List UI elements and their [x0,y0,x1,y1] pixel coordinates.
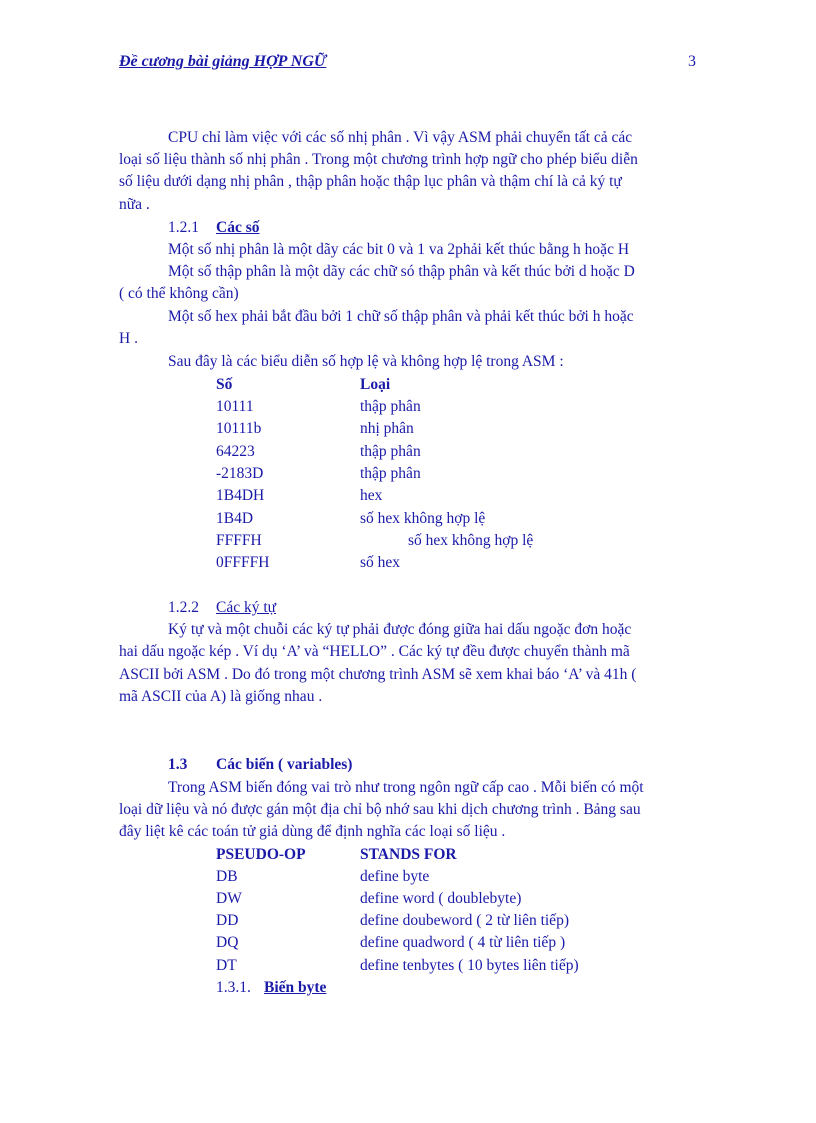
pseudo-op-row-desc: define quadword ( 4 từ liên tiếp ) [360,934,566,951]
pseudo-op-row-desc: define byte [360,868,430,885]
pseudo-op-row-op: DD [216,912,239,929]
number-table-header-num: Số [216,376,233,393]
intro-line-4: nữa . [119,196,150,213]
number-table-row-num: 0FFFFH [216,554,270,571]
section-121-line-3: ( có thể không cần) [119,285,239,302]
number-table-row-num: FFFFH [216,532,262,549]
pseudo-op-row-desc: define doubeword ( 2 từ liên tiếp) [360,912,569,929]
number-table-row-type: thập phân [360,398,421,415]
number-table-row-type: số hex không hợp lệ [408,532,534,549]
pseudo-op-row-op: DW [216,890,242,907]
section-131-number: 1.3.1. [216,979,251,996]
number-table-row-type: số hex không hợp lệ [360,510,486,527]
number-table-row-num: 1B4D [216,510,254,527]
section-122-line-2: hai dấu ngoặc kép . Ví dụ ‘A’ và “HELLO” . Các ký tự đều được chuyển thành mã [119,643,630,660]
number-table-row-num: 1B4DH [216,487,265,504]
section-121-line-4: Một số hex phải bắt đầu bởi 1 chữ số thập phân và phải kết thúc bởi h hoặc [168,308,634,325]
section-121-line-1: Một số nhị phân là một dãy các bit 0 và 1 va 2phải kết thúc bằng h hoặc H [168,241,630,258]
section-122-line-1: Ký tự và một chuỗi các ký tự phải được đóng giữa hai dấu ngoặc đơn hoặc [168,621,632,638]
section-122-number: 1.2.2 [168,599,199,616]
pseudo-op-header-desc: STANDS FOR [360,846,457,863]
section-121-number: 1.2.1 [168,219,199,236]
section-122-title: Các ký tự [216,599,277,616]
section-121-line-6: Sau đây là các biểu diễn số hợp lệ và không hợp lệ trong ASM : [168,353,564,370]
number-table-row-num: 10111 [216,398,254,415]
number-table-row-type: thập phân [360,465,421,482]
section-131-title: Biến byte [264,979,327,996]
number-table-row-type: số hex [360,554,401,571]
header-title: Đề cương bài giảng HỢP NGỮ [119,53,327,70]
page-number: 3 [688,53,696,70]
number-table-row-num: 64223 [216,443,255,460]
pseudo-op-row-op: DB [216,868,238,885]
section-13-number: 1.3 [168,756,188,773]
number-table-row-num: 10111b [216,420,262,437]
number-table-row-type: thập phân [360,443,421,460]
section-13-line-3: đây liệt kê các toán tử giả dùng để định nghĩa các loại số liệu . [119,823,506,840]
intro-line-1: CPU chỉ làm việc với các số nhị phân . Vì vậy ASM phải chuyển tất cả các [168,129,633,146]
number-table-row-num: -2183D [216,465,264,482]
number-table-row-type: hex [360,487,383,504]
pseudo-op-row-op: DQ [216,934,239,951]
section-122-line-3: ASCII bởi ASM . Do đó trong một chương trình ASM sẽ xem khai báo ‘A’ và 41h ( [119,666,637,683]
intro-line-3: số liệu dưới dạng nhị phân , thập phân hoặc thập lục phân và thậm chí là cả ký tự [119,173,622,190]
section-122-line-4: mã ASCII của A) là giống nhau . [119,688,323,705]
section-13-title: Các biến ( variables) [216,756,353,773]
pseudo-op-row-desc: define word ( doublebyte) [360,890,522,907]
section-13-line-2: loại dữ liệu và nó được gán một địa chỉ bộ nhớ sau khi dịch chương trình . Bảng sau [119,801,641,818]
number-table-row-type: nhị phân [360,420,414,437]
pseudo-op-row-desc: define tenbytes ( 10 bytes liên tiếp) [360,957,579,974]
intro-line-2: loại số liệu thành số nhị phân . Trong một chương trình hợp ngữ cho phép biểu diễn [119,151,638,168]
section-13-line-1: Trong ASM biến đóng vai trò như trong ngôn ngữ cấp cao . Mỗi biến có một [168,779,644,796]
section-121-line-5: H . [119,330,138,347]
section-121-line-2: Một số thập phân là một dãy các chữ só thập phân và kết thúc bởi d hoặc D [168,263,635,280]
pseudo-op-row-op: DT [216,957,237,974]
number-table-header-type: Loại [360,376,391,393]
pseudo-op-header-op: PSEUDO-OP [216,846,306,863]
section-121-title: Các số [216,219,260,236]
